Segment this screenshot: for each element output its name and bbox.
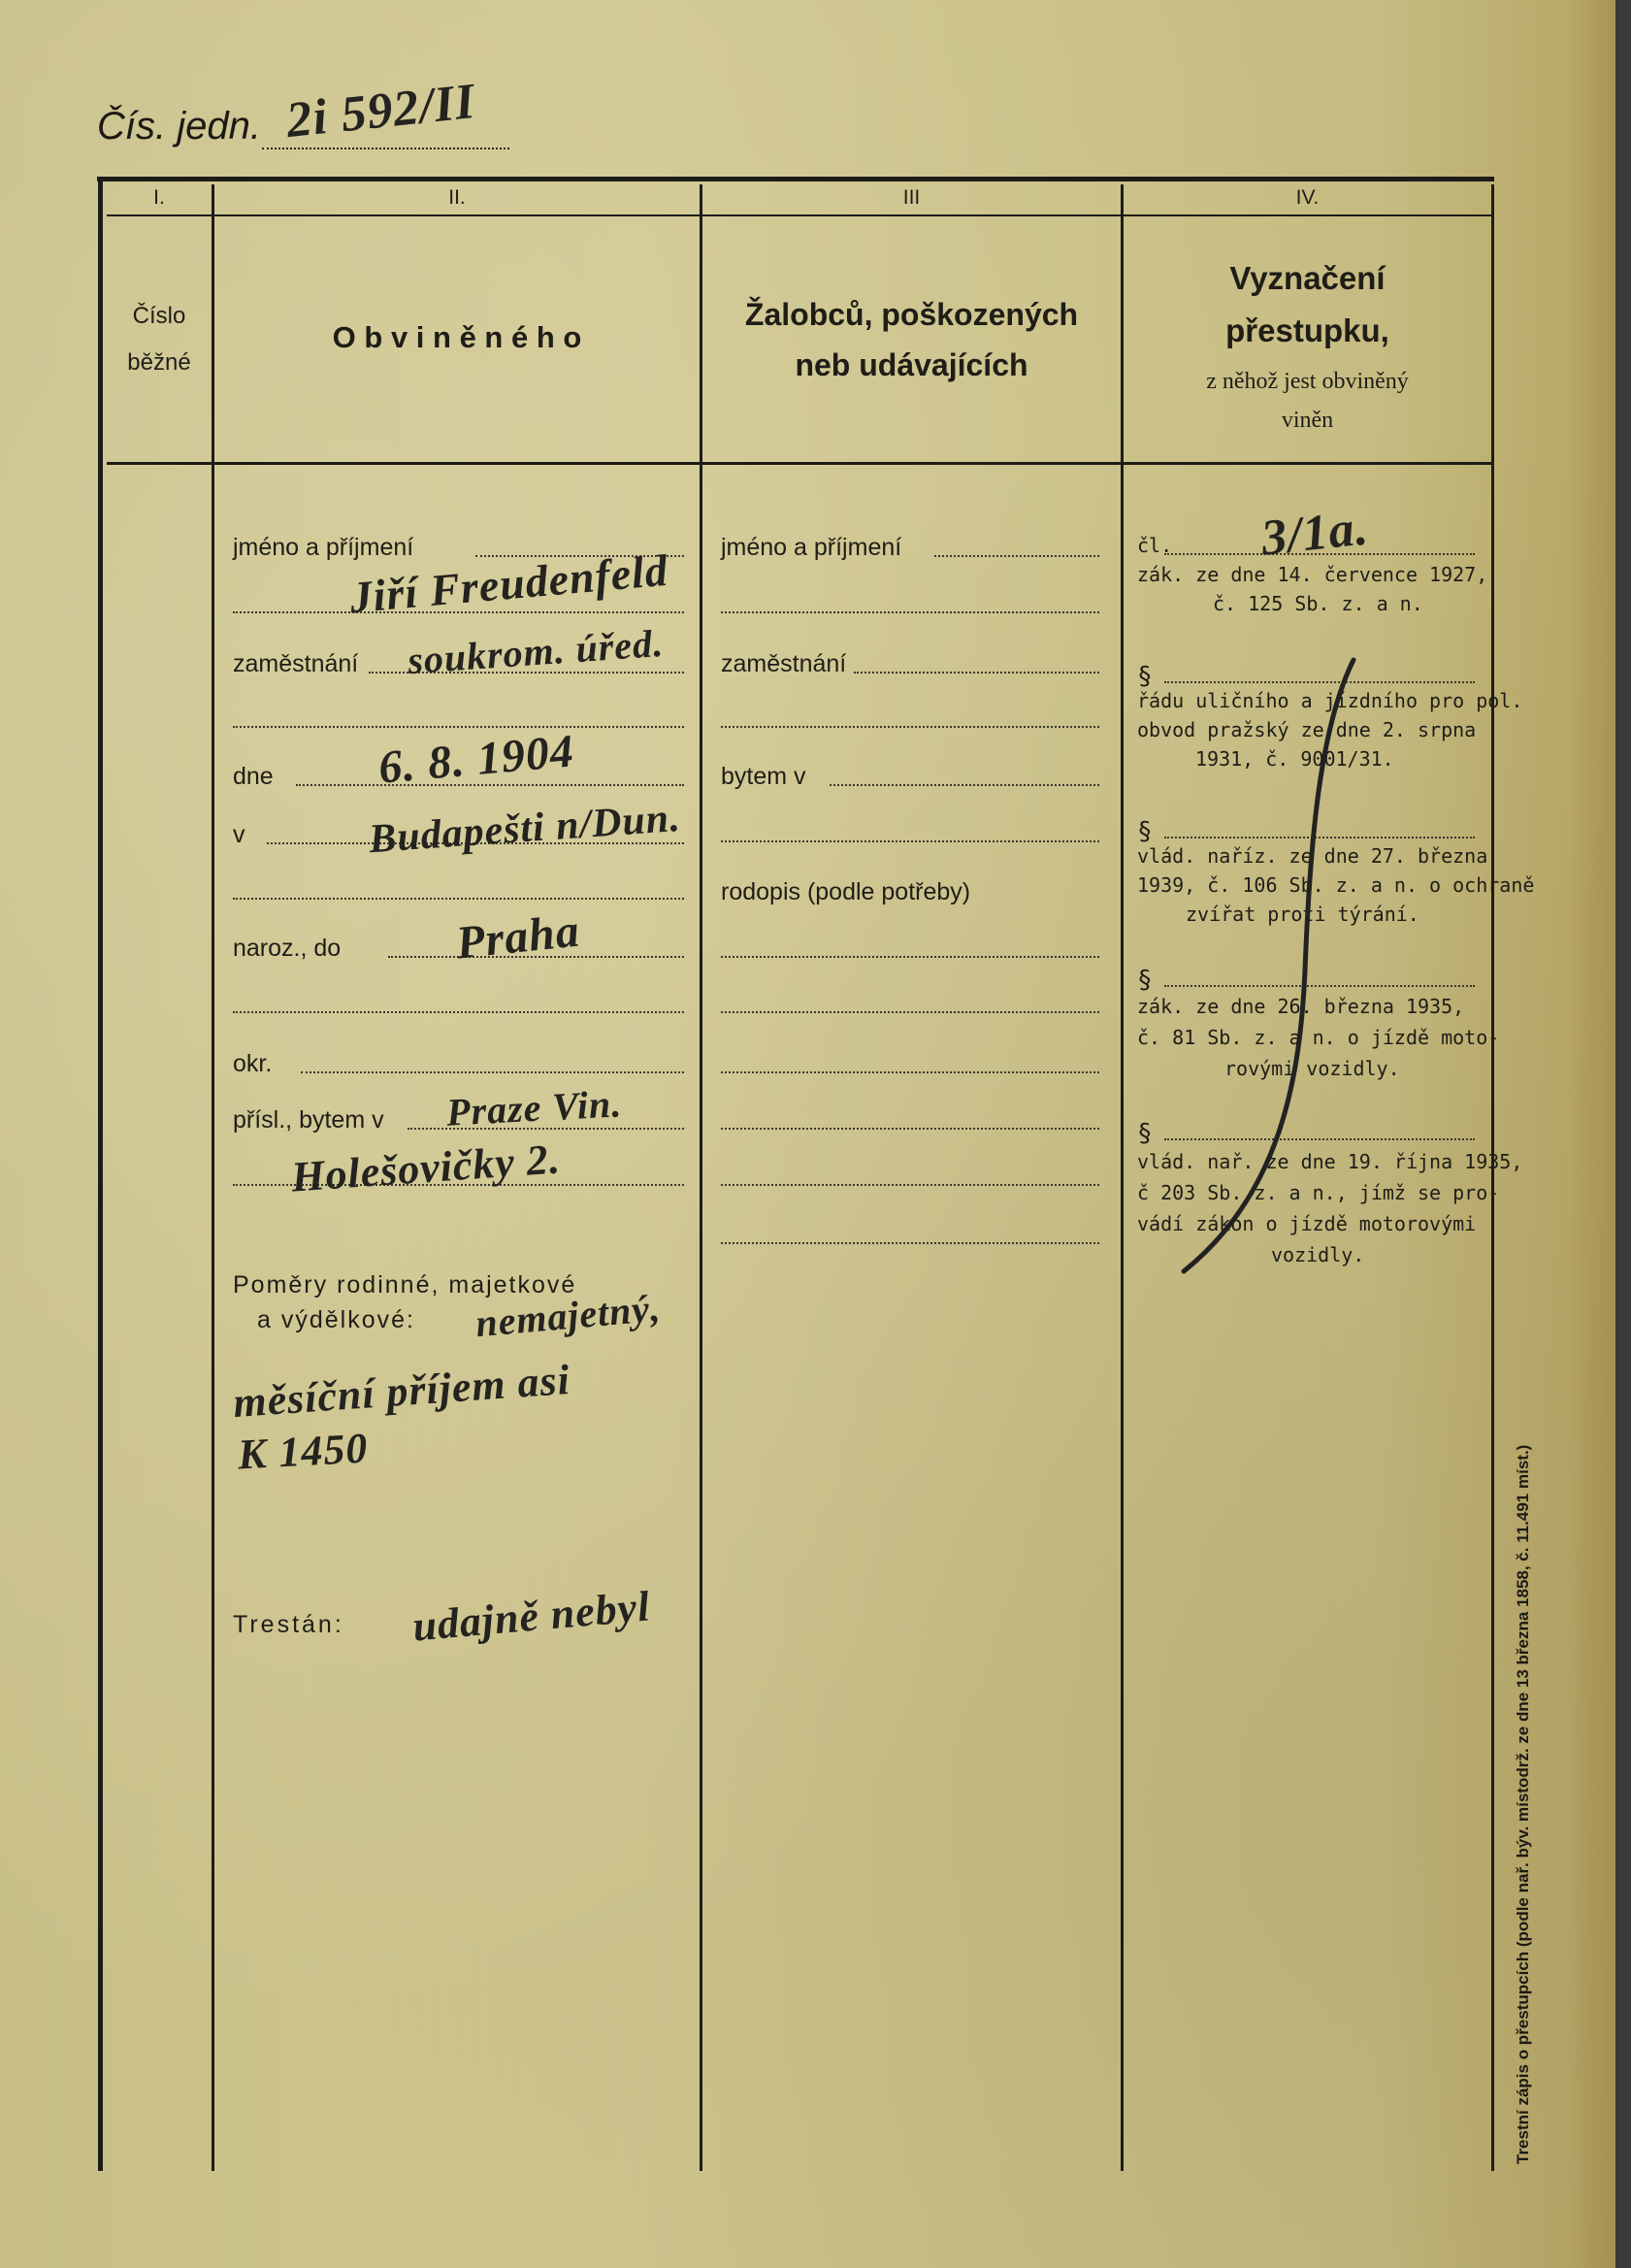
column-divider-3	[1121, 184, 1124, 2171]
offence-law1-line2: č. 125 Sb. z. a n.	[1213, 592, 1423, 615]
accused-born-line-2	[233, 1011, 684, 1013]
accused-district-line	[301, 1071, 684, 1073]
accused-date-value: 6. 8. 1904	[376, 725, 576, 794]
offence-law4-line1: zák. ze dne 26. března 1935,	[1137, 995, 1465, 1018]
accused-occupation-line-2	[233, 726, 684, 728]
handwritten-bracket-mark	[1145, 650, 1378, 1281]
col2-title: O b v i n ě n é h o	[332, 320, 582, 354]
plaintiff-name-line-2	[721, 611, 1099, 613]
plaintiff-bio-line-2	[721, 1011, 1099, 1013]
accused-punished-label: Trestán:	[233, 1611, 344, 1638]
accused-place-label: v	[233, 821, 245, 848]
accused-residence-value: Praze Vin.	[444, 1081, 624, 1134]
plaintiff-occupation-line-2	[721, 726, 1099, 728]
accused-family-label-2: a výdělkové:	[257, 1306, 415, 1333]
accused-district-label: okr.	[233, 1050, 273, 1077]
plaintiff-bio-label: rodopis (podle potřeby)	[721, 878, 971, 905]
col4-title-line1: Vyznačení	[1229, 260, 1386, 296]
offence-law2-line3: 1931, č. 9001/31.	[1195, 747, 1394, 771]
plaintiff-occupation-line	[854, 672, 1099, 674]
column-number-1: I.	[153, 186, 165, 209]
plaintiff-residence-line-2	[721, 840, 1099, 842]
offence-article-value: 3/1a.	[1258, 500, 1372, 567]
offence-law5-line1: vlád. nař. ze dne 19. října 1935,	[1137, 1150, 1523, 1173]
offence-law5-line3: vádí zákon o jízdě motorovými	[1137, 1212, 1477, 1235]
offence-section-2-symbol: §	[1137, 662, 1153, 691]
accused-born-value: Praha	[453, 904, 583, 970]
accused-occupation-label: zaměstnání	[233, 650, 359, 677]
table-top-border	[97, 177, 1494, 181]
accused-residence-label: přísl., bytem v	[233, 1106, 384, 1134]
accused-residence-value-2: Holešovičky 2.	[289, 1134, 563, 1201]
col3-title-line1: Žalobců, poškozených	[744, 297, 1079, 332]
column-divider-2	[700, 184, 702, 2171]
accused-punished-value: udajně nebyl	[410, 1582, 653, 1651]
table-right-border	[1491, 184, 1494, 2171]
plaintiff-bio-line-4	[721, 1128, 1099, 1130]
header-bottom-divider	[107, 462, 1494, 465]
reference-value: 2i 592/II	[283, 73, 478, 149]
offence-law5-line2: č 203 Sb. z. a n., jímž se pro-	[1137, 1181, 1500, 1204]
table-left-border	[98, 177, 103, 2171]
offence-law3-line1: vlád. naříz. ze dne 27. března	[1137, 844, 1488, 868]
offence-section-4-symbol: §	[1137, 966, 1153, 995]
offence-law1-line1: zák. ze dne 14. července 1927,	[1137, 563, 1488, 586]
col4-title-line2: přestupku,	[1225, 312, 1389, 348]
offence-section-3-symbol: §	[1137, 817, 1153, 846]
offence-law2-line2: obvod pražský ze dne 2. srpna	[1137, 718, 1477, 741]
col3-title-line2: neb udávajících	[795, 347, 1028, 382]
plaintiff-bio-line-3	[721, 1071, 1099, 1073]
reference-label: Čís. jedn.	[97, 105, 261, 148]
offence-law3-line2: 1939, č. 106 Sb. z. a n. o ochraně	[1137, 873, 1535, 897]
plaintiff-residence-label: bytem v	[721, 763, 806, 790]
offence-law4-line3: rovými vozidly.	[1224, 1057, 1400, 1080]
accused-name-value: Jiří Freudenfeld	[347, 544, 670, 623]
plaintiff-name-line	[934, 555, 1099, 557]
offence-law2-line1: řádu uličního a jízdního pro pol.	[1137, 689, 1523, 712]
column-number-4: IV.	[1295, 186, 1320, 209]
numbers-row-divider	[107, 214, 1494, 216]
column-divider-1	[212, 184, 214, 2171]
offence-law5-line4: vozidly.	[1271, 1243, 1365, 1266]
accused-family-value-3: K 1450	[236, 1424, 370, 1479]
col1-title-line2: běžné	[127, 349, 191, 376]
col4-subtitle-line1: z něhož jest obviněný	[1206, 369, 1409, 394]
col4-subtitle-line2: viněn	[1281, 408, 1334, 433]
accused-family-label-1: Poměry rodinné, majetkové	[233, 1271, 577, 1298]
plaintiff-name-label: jméno a příjmení	[721, 534, 902, 561]
accused-place-line-2	[233, 898, 684, 900]
column-number-3: III	[902, 186, 921, 209]
offence-law4-line2: č. 81 Sb. z. a n. o jízdě moto-	[1137, 1026, 1500, 1049]
accused-name-label: jméno a příjmení	[233, 534, 414, 561]
side-note: Trestní zápis o přestupcích (podle nař. býv. místodrž. ze dne 13 března 1858, č. 11.491 míst.)	[1514, 1444, 1532, 2164]
offence-law3-line3: zvířat proti týrání.	[1186, 903, 1419, 926]
plaintiff-bio-line-5	[721, 1184, 1099, 1186]
accused-family-value-2: měsíční příjem asi	[231, 1355, 572, 1428]
accused-place-value: Budapešti n/Dun.	[367, 795, 682, 863]
plaintiff-bio-line-6	[721, 1242, 1099, 1244]
offence-article-label: čl.	[1137, 534, 1173, 557]
column-number-2: II.	[448, 186, 466, 209]
col1-title-line1: Číslo	[132, 303, 186, 329]
accused-born-label: naroz., do	[233, 935, 342, 962]
accused-date-label: dne	[233, 763, 274, 790]
plaintiff-residence-line	[830, 784, 1099, 786]
accused-occupation-value: soukrom. úřed.	[406, 620, 666, 683]
plaintiff-occupation-label: zaměstnání	[721, 650, 847, 677]
accused-family-value-1: nemajetný,	[473, 1285, 663, 1346]
offence-section-5-symbol: §	[1137, 1119, 1153, 1148]
plaintiff-bio-line-1	[721, 956, 1099, 958]
